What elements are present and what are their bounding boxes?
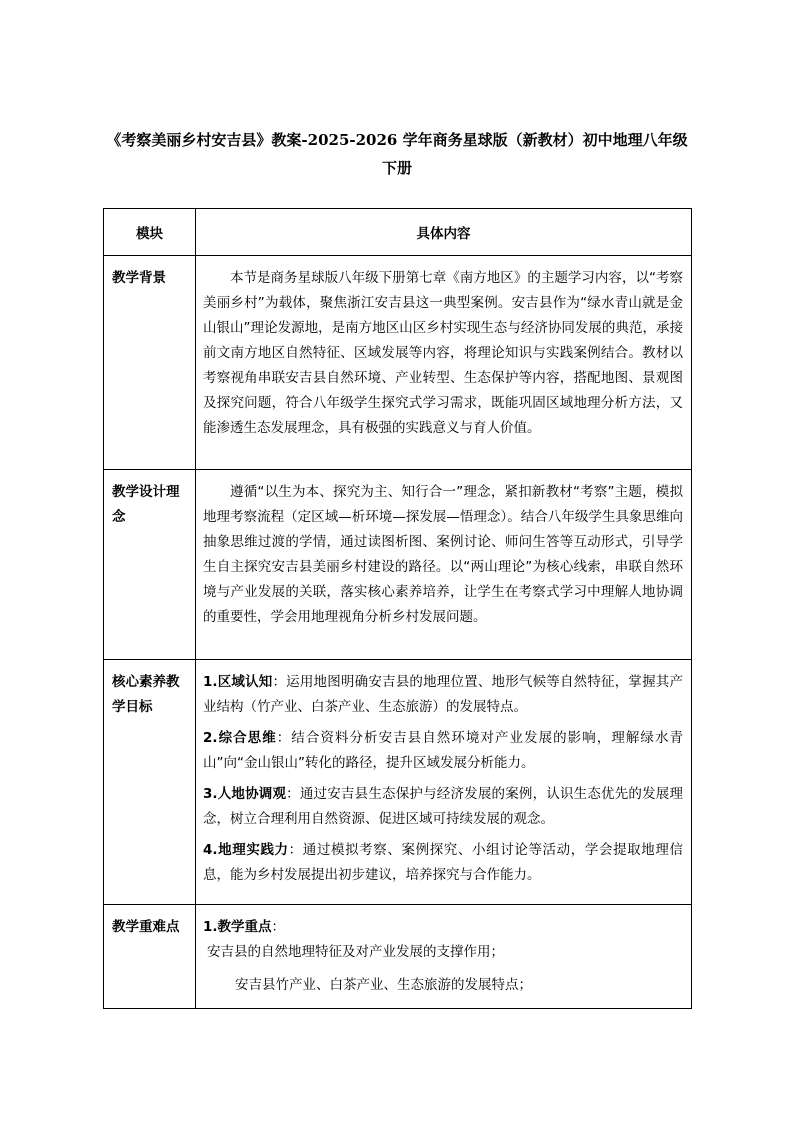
header-content: 具体内容 <box>196 209 692 256</box>
row-label-key-points: 教学重难点 <box>104 905 196 1009</box>
lesson-plan-table <box>103 208 692 1009</box>
objective-item <box>203 670 683 720</box>
objective-body: ：结合资料分析安吉县自然环境对产业发展的影响，理解绿水青山”向“金山银山”转化的路径，提升区域发展分析能力。 <box>203 730 684 771</box>
row-label-background: 教学背景 <box>104 256 196 470</box>
objective-head: 4.地理实践力 <box>203 842 289 858</box>
row-content-objectives <box>196 660 692 905</box>
key-points-head-suffix: ： <box>271 919 286 935</box>
table-row-objectives <box>104 660 692 905</box>
objective-item <box>203 838 683 888</box>
objective-item <box>203 782 683 832</box>
row-label-objectives: 核心素养教学目标 <box>104 660 196 905</box>
background-text: 本节是商务星球版八年级下册第七章《南方地区》的主题学习内容，以“考察美丽乡村”为载体，聚焦浙江安吉县这一典型案例。安吉县作为“绿水青山就是金山银山”理论发源地，是南方地区山区乡村实现生态与经济协同发展的典范，承接前文南方地区自然特征、区域发展等内容，将理论知识与实践案例结合。教材以考察视角串联安吉县自然环境、产业转型、生态保护等内容，搭配地图、景观图及探究问题，符合八年级学生探究式学习需求，既能巩固区域地理分析方法，又能渗透生态发展理念，具有极强的实践意义与育人价值。 <box>203 270 683 436</box>
objective-body: ：通过模拟考察、案例探究、小组讨论等活动，学会提取地理信息，能为乡村发展提出初步建议，培养探究与合作能力。 <box>203 842 683 883</box>
design-text: 遵循“以生为本、探究为主、知行合一”理念，紧扣新教材“考察”主题，模拟地理考察流程（定区域—析环境—探发展—悟理念）。结合八年级学生具象思维向抽象思维过渡的学情，通过读图析图、案例讨论、师问生答等互动形式，引导学生自主探究安吉县美丽乡村建设的路径。以“两山理论”为核心线索，串联自然环境与产业发展的关联，落实核心素养培养，让学生在考察式学习中理解人地协调的重要性，学会用地理视角分析乡村发展问题。 <box>203 484 683 625</box>
table-header-row <box>104 209 692 256</box>
key-points-head: 1.教学重点 <box>203 919 272 935</box>
key-point-line: 安吉县的自然地理特征及对产业发展的支撑作用； <box>207 944 504 960</box>
header-module: 模块 <box>104 209 196 256</box>
document-title-line-1: 《考察美丽乡村安吉县》教案-2025-2026 学年商务星球版（新教材）初中地理八年级 <box>106 131 688 149</box>
objective-head: 2.综合思维 <box>203 730 277 746</box>
table-row-design <box>104 470 692 660</box>
key-point-line: 安吉县竹产业、白茶产业、生态旅游的发展特点； <box>235 977 532 993</box>
row-content-key-points <box>196 905 692 1009</box>
row-label-design: 教学设计理念 <box>104 470 196 660</box>
table-row-background <box>104 256 692 470</box>
objective-item <box>203 726 683 776</box>
row-content-background <box>196 256 692 470</box>
objective-head: 3.人地协调观 <box>203 786 287 802</box>
table-row-key-points <box>104 905 692 1009</box>
document-title-line-2: 下册 <box>381 159 412 177</box>
document-title <box>0 126 794 182</box>
objective-head: 1.区域认知 <box>203 674 273 690</box>
objective-body: ：运用地图明确安吉县的地理位置、地形气候等自然特征，掌握其产业结构（竹产业、白茶产业、生态旅游）的发展特点。 <box>203 674 684 715</box>
objective-body: ：通过安吉县生态保护与经济发展的案例，认识生态优先的发展理念，树立合理利用自然资源、促进区域可持续发展的观念。 <box>203 786 683 827</box>
key-points-heading <box>203 915 683 940</box>
row-content-design <box>196 470 692 660</box>
